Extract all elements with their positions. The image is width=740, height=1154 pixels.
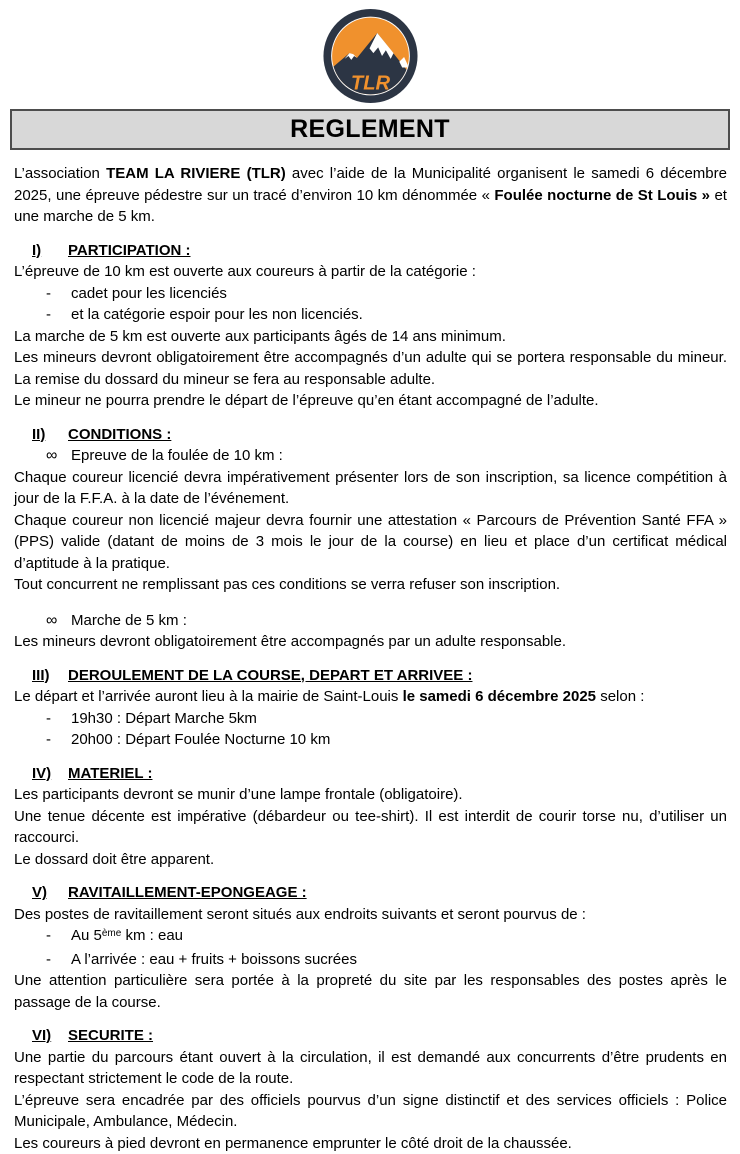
section-ravitaillement	[0, 882, 740, 1013]
sections-container	[0, 240, 740, 1154]
dash-bullet-item	[14, 708, 727, 730]
text-segment: Des postes de ravitaillement seront situés aux endroits suivants et seront pourvus de :	[14, 906, 586, 923]
dash-bullet-mark: -	[46, 708, 51, 730]
section-numeral-cell	[32, 1025, 68, 1047]
text-segment: Foulée nocturne de St Louis »	[494, 187, 710, 204]
text-segment: Les mineurs devront obligatoirement être accompagnés par un adulte responsable.	[14, 633, 566, 650]
text-segment: Au 5	[71, 927, 102, 944]
infinity-bullet-item	[14, 445, 727, 467]
bullet-text	[71, 612, 187, 629]
section-numeral-cell	[32, 763, 68, 785]
section-numeral-cell	[32, 240, 68, 262]
text-segment: Marche de 5 km :	[71, 612, 187, 629]
section-deroulement	[0, 665, 740, 751]
text-segment: Le départ et l’arrivée auront lieu à la mairie de Saint-Louis	[14, 688, 403, 705]
infinity-bullet-item	[14, 610, 727, 632]
tlr-logo	[0, 0, 740, 104]
text-segment: L’épreuve de 10 km est ouverte aux coureurs à partir de la catégorie :	[14, 263, 476, 280]
paragraph	[14, 326, 727, 348]
paragraph	[14, 849, 727, 871]
dash-bullet-item	[14, 729, 727, 751]
section-numeral-cell	[32, 665, 68, 687]
section-title: CONDITIONS :	[68, 426, 171, 443]
text-segment: Le dossard doit être apparent.	[14, 851, 214, 868]
paragraph	[14, 574, 727, 596]
text-segment: Une attention particulière sera portée à la propreté du site par les responsables des postes après le passage de la course.	[14, 972, 727, 1011]
section-numeral: III)	[32, 667, 50, 684]
dash-bullet-item	[14, 949, 727, 971]
section-title: PARTICIPATION :	[68, 242, 191, 259]
paragraph	[14, 510, 727, 575]
section-title: RAVITAILLEMENT-EPONGEAGE :	[68, 884, 307, 901]
paragraph	[14, 904, 727, 926]
text-segment: ème	[102, 928, 121, 939]
section-numeral-cell	[32, 882, 68, 904]
section-heading	[32, 1025, 727, 1047]
section-numeral: IV)	[32, 765, 51, 782]
paragraph	[14, 970, 727, 1013]
section-numeral-cell	[32, 424, 68, 446]
text-segment: Le mineur ne pourra prendre le départ de l’épreuve qu’en étant accompagné de l’adulte.	[14, 392, 599, 409]
text-segment: A l’arrivée : eau + fruits + boissons sucrées	[71, 951, 357, 968]
text-segment: Les participants devront se munir d’une lampe frontale (obligatoire).	[14, 786, 463, 803]
paragraph	[14, 390, 727, 412]
paragraph	[14, 784, 727, 806]
mountain-sun-logo-icon	[322, 8, 419, 104]
section-title: DEROULEMENT DE LA COURSE, DEPART ET ARRIVEE :	[68, 667, 472, 684]
section-conditions	[0, 424, 740, 653]
text-segment: Epreuve de la foulée de 10 km :	[71, 447, 283, 464]
text-segment: 20h00 : Départ Foulée Nocturne 10 km	[71, 731, 330, 748]
text-segment: Les mineurs devront obligatoirement être accompagnés d’un adulte qui se portera responsable du mineur. La remise du dossard du mineur se fera au responsable adulte.	[14, 349, 727, 388]
section-title: SECURITE :	[68, 1027, 153, 1044]
text-segment: La marche de 5 km est ouverte aux participants âgés de 14 ans minimum.	[14, 328, 506, 345]
text-segment: L’association	[14, 165, 106, 182]
paragraph	[14, 1090, 727, 1133]
paragraph	[14, 467, 727, 510]
text-segment: et une marche de 5 km.	[14, 187, 727, 226]
section-materiel	[0, 763, 740, 871]
bullet-text	[71, 927, 183, 944]
bullet-text	[71, 710, 257, 727]
section-securite	[0, 1025, 740, 1154]
text-segment: L’épreuve sera encadrée par des officiels pourvus d’un signe distinctif et des services officiels : Police Municipale, Ambulance, Médecin.	[14, 1092, 727, 1131]
bullet-text	[71, 951, 357, 968]
dash-bullet-mark: -	[46, 283, 51, 305]
paragraph	[14, 1047, 727, 1090]
text-segment: Tout concurrent ne remplissant pas ces conditions se verra refuser son inscription.	[14, 576, 560, 593]
text-segment: avec l’aide de la Municipalité organisent le samedi 6 décembre 2025, une épreuve pédestre sur un tracé d’environ 10 km dénommée «	[14, 165, 727, 204]
dash-bullet-item	[14, 304, 727, 326]
paragraph	[14, 806, 727, 849]
paragraph	[14, 261, 727, 283]
section-numeral: I)	[32, 242, 41, 259]
paragraph	[14, 347, 727, 390]
text-segment: TEAM LA RIVIERE (TLR)	[106, 165, 286, 182]
text-segment: km : eau	[121, 927, 183, 944]
bullet-text	[71, 285, 227, 302]
section-title: MATERIEL :	[68, 765, 152, 782]
section-numeral: VI)	[32, 1027, 51, 1044]
text-segment: 19h30 : Départ Marche 5km	[71, 710, 257, 727]
section-participation	[0, 240, 740, 412]
text-segment: le samedi 6 décembre 2025	[403, 688, 596, 705]
intro-paragraph	[14, 163, 727, 228]
section-heading	[32, 424, 727, 446]
bullet-text	[71, 447, 283, 464]
text-segment: Chaque coureur non licencié majeur devra fournir une attestation « Parcours de Prévention Santé FFA » (PPS) valide (datant de moins de 3 mois le jour de la course) en lieu et place d’un certificat médical d’aptitude à la pratique.	[14, 512, 727, 572]
paragraph	[14, 686, 727, 708]
infinity-bullet-mark: ∞	[46, 445, 57, 467]
paragraph	[14, 631, 727, 653]
text-segment: selon :	[596, 688, 644, 705]
section-heading	[32, 763, 727, 785]
text-segment: et la catégorie espoir pour les non licenciés.	[71, 306, 363, 323]
text-segment: Chaque coureur licencié devra impérativement présenter lors de son inscription, sa licence compétition à jour de la F.F.A. à la date de l’événement.	[14, 469, 727, 508]
dash-bullet-mark: -	[46, 729, 51, 751]
bullet-text	[71, 306, 363, 323]
dash-bullet-mark: -	[46, 949, 51, 971]
text-segment: Une tenue décente est impérative (débardeur ou tee-shirt). Il est interdit de courir torse nu, d’utiliser un raccourci.	[14, 808, 727, 847]
dash-bullet-mark: -	[46, 925, 51, 947]
text-segment: Une partie du parcours étant ouvert à la circulation, il est demandé aux concurrents d’être prudents en respectant strictement le code de la route.	[14, 1049, 727, 1088]
page-title: REGLEMENT	[290, 119, 450, 141]
section-numeral: V)	[32, 884, 47, 901]
text-segment: Les coureurs à pied devront en permanence emprunter le côté droit de la chaussée.	[14, 1135, 572, 1152]
section-heading	[32, 240, 727, 262]
title-bar	[10, 109, 730, 150]
section-heading	[32, 665, 727, 687]
section-numeral: II)	[32, 426, 45, 443]
infinity-bullet-mark: ∞	[46, 610, 57, 632]
logo-text: TLR	[350, 73, 390, 95]
dash-bullet-item	[14, 925, 727, 949]
paragraph	[14, 1133, 727, 1154]
section-heading	[32, 882, 727, 904]
dash-bullet-item	[14, 283, 727, 305]
text-segment: cadet pour les licenciés	[71, 285, 227, 302]
dash-bullet-mark: -	[46, 304, 51, 326]
bullet-text	[71, 731, 330, 748]
